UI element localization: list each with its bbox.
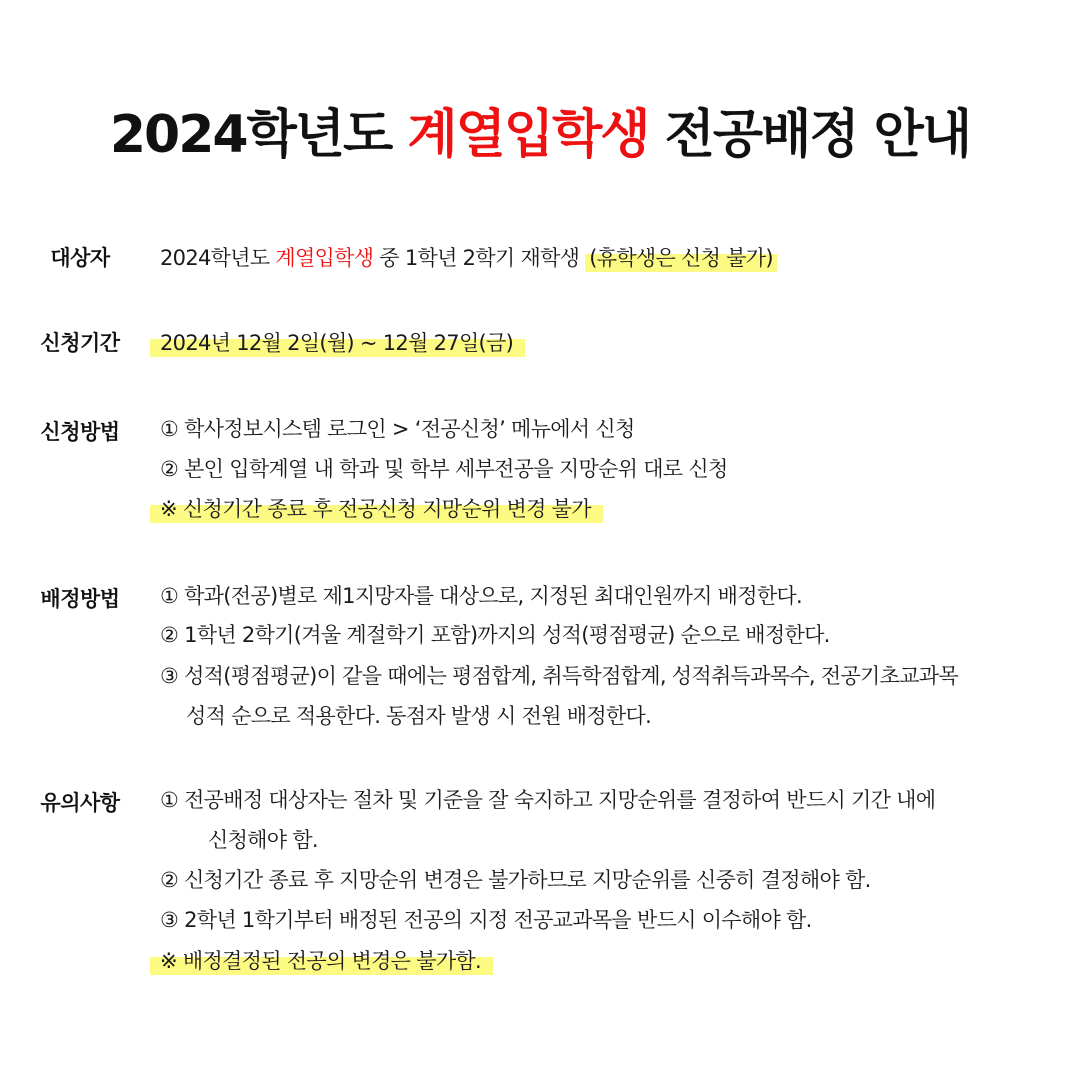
target-label: 대상자 — [50, 246, 110, 270]
method-note-line — [160, 493, 603, 525]
notes-note-line — [160, 945, 493, 977]
target-text-after: 중 1학년 2학기 재학생 — [373, 246, 586, 270]
method-item-1: ① 학사정보시스템 로그인 > ‘전공신청’ 메뉴에서 신청 — [160, 417, 635, 441]
target-text-red: 계열입학생 — [275, 246, 374, 270]
period-text-line — [160, 327, 525, 359]
method-note: ※ 신청기간 종료 후 전공신청 지망순위 변경 불가 — [150, 497, 603, 523]
notes-item-1-continued: 신청해야 함. — [208, 828, 318, 852]
assignment-item-3-continued: 성적 순으로 적용한다. 동점자 발생 시 전원 배정한다. — [186, 704, 652, 728]
notes-note: ※ 배정결정된 전공의 변경은 불가함. — [150, 949, 493, 975]
assignment-item-3: ③ 성적(평점평균)이 같을 때에는 평점합계, 취득학점합계, 성적취득과목수, 전공기초교과목 — [160, 664, 958, 688]
title-part2: 전공배정 안내 — [648, 105, 971, 165]
target-text-before: 2024학년도 — [160, 246, 276, 270]
title-highlight: 계열입학생 — [407, 105, 649, 165]
title-part1: 2024학년도 — [109, 105, 408, 165]
period-label: 신청기간 — [40, 331, 120, 355]
notes-item-3: ③ 2학년 1학기부터 배정된 전공의 지정 전공교과목을 반드시 이수해야 함. — [160, 908, 812, 932]
period-text: 2024년 12월 2일(월) ~ 12월 27일(금) — [150, 331, 525, 357]
assignment-item-2: ② 1학년 2학기(겨울 계절학기 포함)까지의 성적(평점평균) 순으로 배정한다. — [160, 623, 830, 647]
notes-item-1: ① 전공배정 대상자는 절차 및 기준을 잘 숙지하고 지망순위를 결정하여 반드시 기간 내에 — [160, 788, 936, 812]
method-label: 신청방법 — [40, 420, 120, 444]
notes-item-2: ② 신청기간 종료 후 지망순위 변경은 불가하므로 지망순위를 신중히 결정해야 함. — [160, 868, 871, 892]
assignment-item-1: ① 학과(전공)별로 제1지망자를 대상으로, 지정된 최대인원까지 배정한다. — [160, 584, 802, 608]
target-text-highlight: (휴학생은 신청 불가) — [585, 246, 777, 272]
method-item-2: ② 본인 입학계열 내 학과 및 학부 세부전공을 지망순위 대로 신청 — [160, 457, 728, 481]
notes-label: 유의사항 — [40, 791, 120, 815]
target-text — [160, 242, 777, 274]
page-title — [0, 100, 1080, 170]
assignment-label: 배정방법 — [40, 587, 120, 611]
